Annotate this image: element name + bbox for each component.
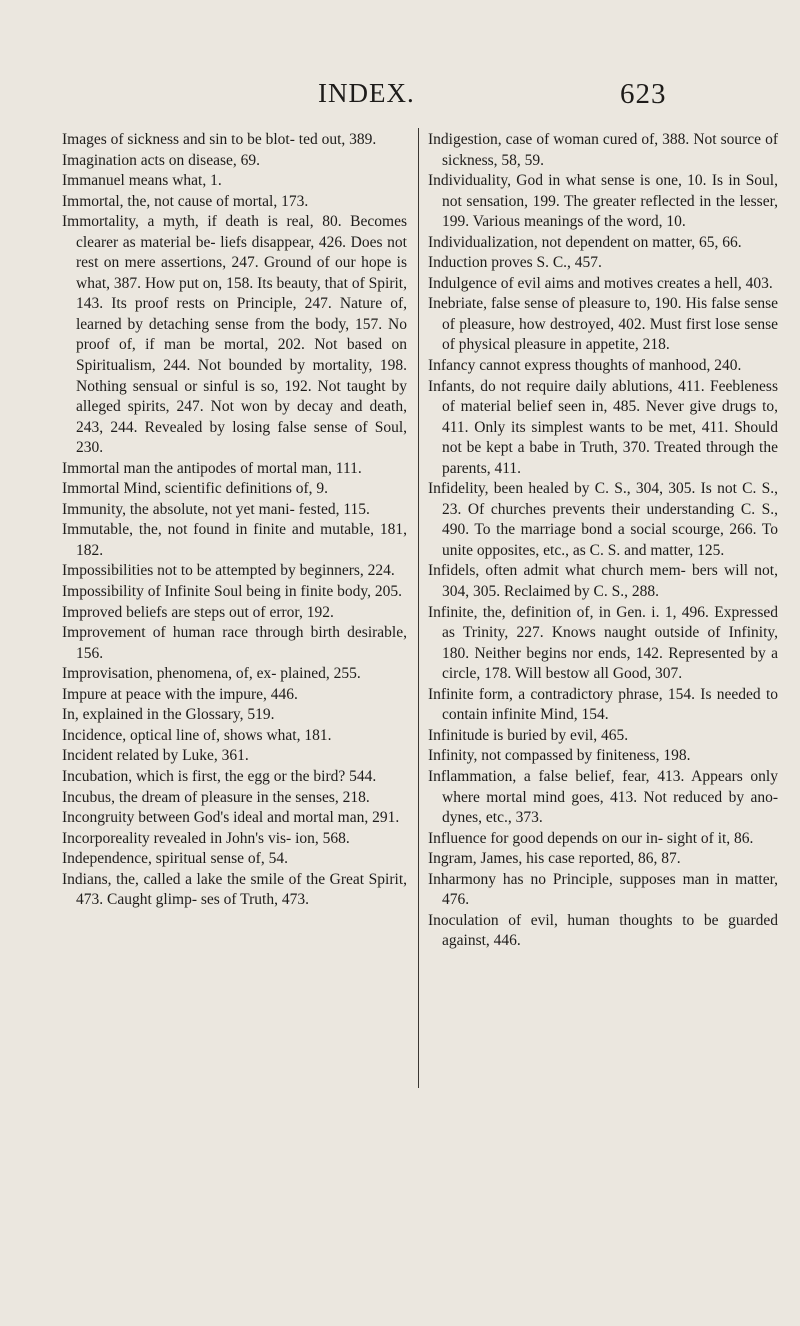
index-entry: Imagination acts on disease, 69. [62, 151, 261, 169]
index-entry: Independence, spiritual sense of, 54. [62, 850, 288, 868]
index-entry: Inebriate, false sense of pleasure to, 190. His false sense of pleasure, how destroyed, 402. Must first lose sense of physical pleasure in appetite, 218. [428, 295, 778, 354]
index-entry: Immortal, the, not cause of mortal, 173. [62, 192, 309, 210]
index-entry: Impure at peace with the impure, 446. [62, 685, 298, 703]
index-entry: Individualization, not dependent on matter, 65, 66. [428, 233, 742, 251]
index-entry: Impossibility of Infinite Soul being in finite body, 205. [62, 583, 402, 601]
running-title: INDEX. [318, 78, 415, 108]
index-entry: Impossibilities not to be attempted by beginners, 224. [62, 562, 395, 580]
index-entry: Infinite form, a contradictory phrase, 154. Is needed to contain infinite Mind, 154. [428, 685, 778, 724]
index-column-right [428, 130, 778, 952]
index-column-left [62, 130, 407, 911]
index-entry: Incidence, optical line of, shows what, 181. [62, 726, 332, 744]
index-entry: Improved beliefs are steps out of error, 192. [62, 603, 334, 621]
index-entry: Indulgence of evil aims and motives creates a hell, 403. [428, 274, 773, 292]
index-entry: Inoculation of evil, human thoughts to be guarded against, 446. [428, 911, 778, 950]
index-entry: Ingram, James, his case reported, 86, 87. [428, 850, 681, 868]
index-entry: Induction proves S. C., 457. [428, 254, 602, 272]
index-entry: Inharmony has no Principle, supposes man in matter, 476. [428, 870, 778, 909]
index-entry: Infancy cannot express thoughts of manhood, 240. [428, 357, 742, 375]
index-entry: In, explained in the Glossary, 519. [62, 706, 275, 724]
index-entry: Infinite, the, definition of, in Gen. i. 1, 496. Expressed as Trinity, 227. Knows naught outside of Infinity, 180. Neither begins nor ends, 142. Represented by a circle, 178. Will bestow all Good, 307. [428, 603, 778, 683]
index-entry: Immortal man the antipodes of mortal man, 111. [62, 459, 362, 477]
index-entry: Infidels, often admit what church mem- bers will not, 304, 305. Reclaimed by C. S., 288. [428, 562, 778, 601]
page-number: 623 [620, 78, 667, 110]
index-entry: Influence for good depends on our in- sight of it, 86. [428, 829, 754, 847]
index-entry: Immutable, the, not found in finite and mutable, 181, 182. [62, 521, 407, 559]
index-entry: Inflammation, a false belief, fear, 413. Appears only where mortal mind goes, 413. Not reduced by ano- dynes, etc., 373. [428, 767, 778, 827]
index-entry: Infidelity, been healed by C. S., 304, 305. Is not C. S., 23. Of churches prevents their understanding C. S., 490. To the marriage bond a social scourge, 266. To unite opposites, etc., as C. S. and matter, 125. [428, 480, 778, 559]
index-entry: Incorporeality revealed in John's vis- ion, 568. [62, 829, 350, 847]
index-entry: Incubation, which is first, the egg or the bird? 544. [62, 767, 377, 785]
index-entry: Infinitude is buried by evil, 465. [428, 726, 629, 744]
index-entry: Individuality, God in what sense is one, 10. Is in Soul, not sensation, 199. The greater reflected in the lesser, 199. Various meanings of the word, 10. [428, 172, 778, 231]
index-entry: Improvisation, phenomena, of, ex- plained, 255. [62, 665, 361, 683]
index-entry: Immanuel means what, 1. [62, 172, 222, 190]
index-entry: Infants, do not require daily ablutions, 411. Feebleness of material belief seen in, 485. Never give drugs to, 411. Only its simplest wants to be met, 411. Should not be kept a babe in Truth, 370. Treated through the parents, 411. [428, 377, 778, 477]
index-entry: Immunity, the absolute, not yet mani- fested, 115. [62, 500, 370, 518]
index-entry: Incubus, the dream of pleasure in the senses, 218. [62, 788, 370, 806]
index-entry: Indigestion, case of woman cured of, 388. Not source of sickness, 58, 59. [428, 131, 778, 169]
index-entry: Immortal Mind, scientific definitions of, 9. [62, 480, 329, 498]
index-entry: Incident related by Luke, 361. [62, 747, 249, 765]
index-entry: Incongruity between God's ideal and mortal man, 291. [62, 809, 400, 827]
index-entry: Images of sickness and sin to be blot- ted out, 389. [62, 131, 377, 148]
index-entry: Indians, the, called a lake the smile of the Great Spirit, 473. Caught glimp- ses of Truth, 473. [62, 870, 407, 909]
page-header [0, 78, 800, 118]
index-entry: Immortality, a myth, if death is real, 80. Becomes clearer as material be- liefs disappear, 426. Does not rest on mere assertions, 247. Ground of our hope is what, 387. How put on, 158. Its beauty, that of Spirit, 143. Its proof rests on Principle, 247. Nature of, learned by detaching sense from the body, 157. No proof of, if man be mortal, 202. Not based on Spiritualism, 244. Not bounded by mortality, 198. Nothing sensual or sinful is so, 192. Not taught by alleged spirits, 247. Not won by decay and death, 243, 244. Revealed by losing false sense of Soul, 230. [62, 213, 407, 457]
column-divider [418, 128, 419, 1088]
index-entry: Infinity, not compassed by finiteness, 198. [428, 747, 691, 765]
index-entry: Improvement of human race through birth desirable, 156. [62, 624, 407, 662]
